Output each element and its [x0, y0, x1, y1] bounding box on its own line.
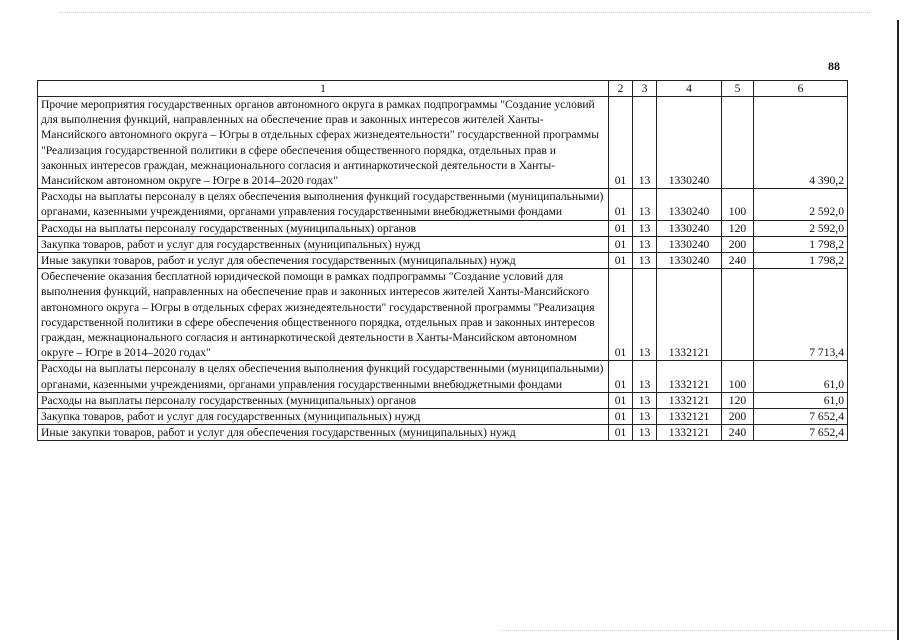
subsection-cell: 13 [633, 425, 657, 441]
target-article-cell: 1330240 [657, 253, 722, 269]
amount-cell: 2 592,0 [754, 189, 848, 220]
row-name-cell: Закупка товаров, работ и услуг для государственных (муниципальных) нужд [38, 409, 609, 425]
table-row [38, 269, 848, 361]
subsection-cell: 13 [633, 220, 657, 236]
section-cell: 01 [609, 236, 633, 252]
section-cell: 01 [609, 392, 633, 408]
row-name-cell: Расходы на выплаты персоналу в целях обеспечения выполнения функций государственными (муниципальными) органами, казенными учреждениями, органами управления государственными внебюджетными фондами [38, 361, 609, 392]
table-row [38, 392, 848, 408]
expense-type-cell: 120 [722, 392, 754, 408]
expense-type-cell: 100 [722, 361, 754, 392]
column-header: 4 [657, 81, 722, 97]
table-row [38, 97, 848, 189]
target-article-cell: 1330240 [657, 220, 722, 236]
expense-type-cell: 120 [722, 220, 754, 236]
amount-cell: 4 390,2 [754, 97, 848, 189]
expense-type-cell [722, 97, 754, 189]
section-cell: 01 [609, 189, 633, 220]
column-header: 6 [754, 81, 848, 97]
table-row [38, 189, 848, 220]
section-cell: 01 [609, 425, 633, 441]
expense-type-cell [722, 269, 754, 361]
subsection-cell: 13 [633, 269, 657, 361]
row-name-cell: Обеспечение оказания бесплатной юридической помощи в рамках подпрограммы "Создание условий для выполнения функций, направленных на обеспечение прав и законных интересов жителей Ханты-Мансийского автономного округа – Югры в отдельных сферах жизнедеятельности" государственной программы "Реализация государственной политики в сфере обеспечения общественного порядка, отдельных прав и законных интересов граждан, межнационального согласия и антинаркотической деятельности в Ханты-Мансийском автономном округе – Югре в 2014–2020 годах" [38, 269, 609, 361]
row-name-cell: Иные закупки товаров, работ и услуг для обеспечения государственных (муниципальных) нужд [38, 425, 609, 441]
expense-type-cell: 200 [722, 409, 754, 425]
expense-type-cell: 240 [722, 253, 754, 269]
scan-artifact-bottom [500, 630, 895, 632]
page-number: 88 [828, 59, 840, 73]
target-article-cell: 1332121 [657, 409, 722, 425]
target-article-cell: 1330240 [657, 189, 722, 220]
scan-artifact-top [60, 12, 870, 14]
section-cell: 01 [609, 361, 633, 392]
amount-cell: 1 798,2 [754, 236, 848, 252]
row-name-cell: Расходы на выплаты персоналу в целях обеспечения выполнения функций государственными (муниципальными) органами, казенными учреждениями, органами управления государственными внебюджетными фондами [38, 189, 609, 220]
subsection-cell: 13 [633, 97, 657, 189]
table-row [38, 236, 848, 252]
row-name-cell: Иные закупки товаров, работ и услуг для обеспечения государственных (муниципальных) нужд [38, 253, 609, 269]
amount-cell: 61,0 [754, 361, 848, 392]
row-name-cell: Закупка товаров, работ и услуг для государственных (муниципальных) нужд [38, 236, 609, 252]
table-header-row [38, 81, 848, 97]
section-cell: 01 [609, 97, 633, 189]
section-cell: 01 [609, 253, 633, 269]
amount-cell: 7 713,4 [754, 269, 848, 361]
amount-cell: 1 798,2 [754, 253, 848, 269]
column-header: 1 [38, 81, 609, 97]
target-article-cell: 1332121 [657, 269, 722, 361]
page-edge-line [897, 20, 899, 640]
expense-type-cell: 200 [722, 236, 754, 252]
target-article-cell: 1332121 [657, 425, 722, 441]
table-row [38, 425, 848, 441]
amount-cell: 2 592,0 [754, 220, 848, 236]
subsection-cell: 13 [633, 236, 657, 252]
target-article-cell: 1330240 [657, 236, 722, 252]
section-cell: 01 [609, 220, 633, 236]
column-header: 3 [633, 81, 657, 97]
section-cell: 01 [609, 409, 633, 425]
table-row [38, 220, 848, 236]
row-name-cell: Прочие мероприятия государственных органов автономного округа в рамках подпрограммы "Создание условий для выполнения функций, направленных на обеспечение прав и законных интересов жителей Ханты-Мансийского автономного округа – Югры в отдельных сферах жизнедеятельности" государственной программы "Реализация государственной политики в сфере обеспечения общественного порядка, отдельных прав и законных интересов граждан, межнационального согласия и антинаркотической деятельности в Ханты-Мансийском автономном округе – Югре в 2014–2020 годах" [38, 97, 609, 189]
column-header: 2 [609, 81, 633, 97]
subsection-cell: 13 [633, 409, 657, 425]
amount-cell: 7 652,4 [754, 409, 848, 425]
column-header: 5 [722, 81, 754, 97]
amount-cell: 7 652,4 [754, 425, 848, 441]
target-article-cell: 1332121 [657, 361, 722, 392]
table-row [38, 361, 848, 392]
subsection-cell: 13 [633, 361, 657, 392]
table-row [38, 253, 848, 269]
section-cell: 01 [609, 269, 633, 361]
table-row [38, 409, 848, 425]
target-article-cell: 1332121 [657, 392, 722, 408]
subsection-cell: 13 [633, 253, 657, 269]
expense-type-cell: 100 [722, 189, 754, 220]
target-article-cell: 1330240 [657, 97, 722, 189]
subsection-cell: 13 [633, 189, 657, 220]
amount-cell: 61,0 [754, 392, 848, 408]
row-name-cell: Расходы на выплаты персоналу государственных (муниципальных) органов [38, 392, 609, 408]
subsection-cell: 13 [633, 392, 657, 408]
row-name-cell: Расходы на выплаты персоналу государственных (муниципальных) органов [38, 220, 609, 236]
expense-type-cell: 240 [722, 425, 754, 441]
budget-table [37, 80, 848, 441]
